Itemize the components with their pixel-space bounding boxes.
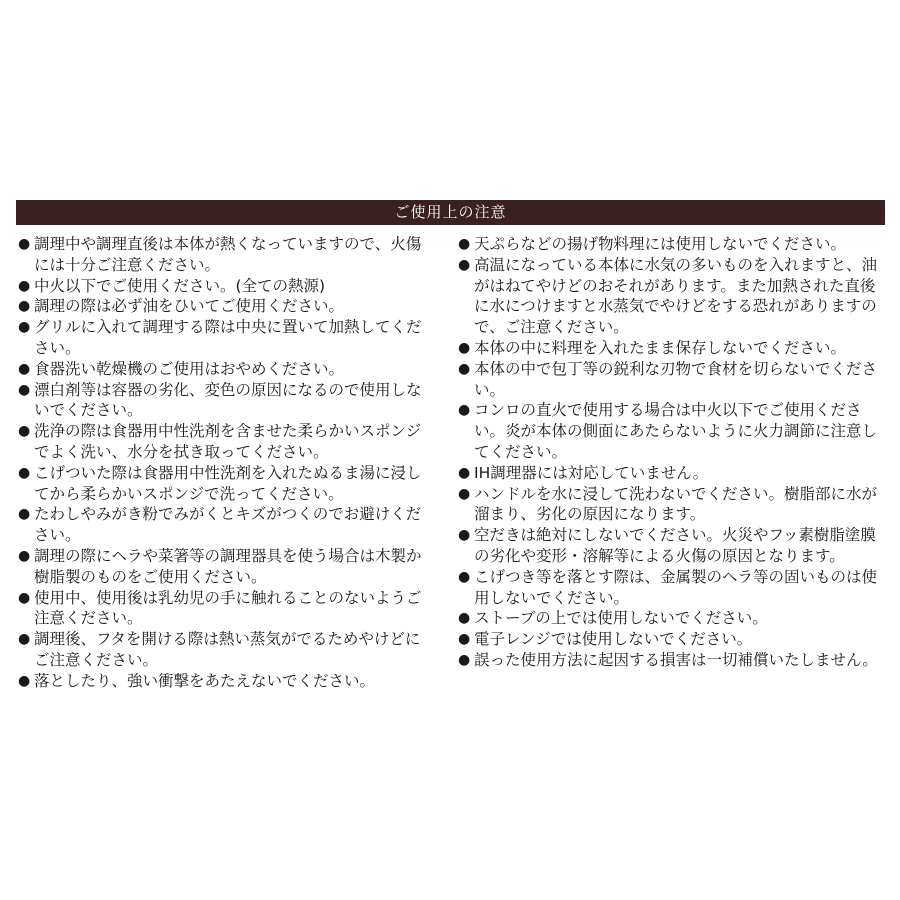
list-item bbox=[18, 629, 442, 671]
list-item bbox=[458, 650, 886, 671]
list-item bbox=[458, 234, 886, 255]
bullet-icon: ● bbox=[458, 568, 471, 585]
list-item bbox=[18, 296, 442, 317]
bullet-icon: ● bbox=[18, 506, 31, 523]
list-item bbox=[458, 359, 886, 401]
caution-text: 落としたり、強い衝撃をあたえないでください。 bbox=[34, 671, 376, 690]
bullet-icon: ● bbox=[458, 651, 471, 668]
caution-text: こげついた際は食器用中性洗剤を入れたぬるま湯に浸し てから柔らかいスポンジで洗ってください。 bbox=[34, 463, 422, 503]
list-item bbox=[458, 525, 886, 567]
caution-text: 本体の中で包丁等の鋭利な刃物で食材を切らないでくださ い。 bbox=[474, 359, 878, 399]
list-item bbox=[18, 671, 442, 692]
caution-text: 空だきは絶対にしないでください。火災やフッ素樹脂塗膜 の劣化や変形・溶解等による火傷の原因となります。 bbox=[474, 526, 876, 565]
caution-text: こげつき等を落とす際は、金属製のヘラ等の固いものは使 用しないでください。 bbox=[474, 567, 878, 607]
bullet-icon: ● bbox=[18, 589, 31, 606]
caution-text: 調理中や調理直後は本体が熱くなっていますので、火傷 には十分ご注意ください。 bbox=[34, 235, 422, 274]
caution-text: グリルに入れて調理する際は中央に置いて加熱してくだ さい。 bbox=[34, 318, 422, 357]
bullet-icon: ● bbox=[18, 319, 31, 336]
caution-text: たわしやみがき粉でみがくとキズがつくのでお避けくだ さい。 bbox=[34, 505, 422, 545]
caution-text: 誤った使用方法に起因する損害は一切補償いたしません。 bbox=[474, 650, 878, 669]
list-item bbox=[458, 629, 886, 650]
list-item bbox=[18, 276, 442, 297]
caution-text: 使用中、使用後は乳幼児の手に触れることのないようご 注意ください。 bbox=[34, 588, 422, 628]
list-item bbox=[458, 255, 886, 338]
caution-text: 中火以下でご使用ください。(全ての熱源) bbox=[34, 276, 326, 295]
caution-text: コンロの直火で使用する場合は中火以下でご使用くださ い。炎が本体の側面にあたらないように火力調節に注意し てください。 bbox=[474, 401, 878, 461]
caution-text: 高温になっている本体に水気の多いものを入れますと、油 がはねてやけどのおそれがあります。また加熱された直後 に水につけますと水蒸気でやけどをする恐れがありますの で、ご注意ください。 bbox=[474, 255, 878, 337]
cautions-list-left bbox=[18, 234, 442, 692]
list-item bbox=[458, 567, 886, 609]
list-item bbox=[18, 546, 442, 588]
caution-text: 天ぷらなどの揚げ物料理には使用しないでください。 bbox=[474, 235, 847, 253]
bullet-icon: ● bbox=[18, 236, 31, 252]
bullet-icon: ● bbox=[18, 672, 31, 689]
bullet-icon: ● bbox=[18, 631, 31, 648]
list-item bbox=[18, 463, 442, 505]
bullet-icon: ● bbox=[458, 402, 471, 419]
bullet-icon: ● bbox=[18, 547, 31, 564]
bullet-icon: ● bbox=[458, 631, 471, 648]
caution-text: 本体の中に料理を入れたまま保存しないでください。 bbox=[474, 338, 847, 357]
caution-text: 調理の際にヘラや菜箸等の調理器具を使う場合は木製か 樹脂製のものをご使用ください。 bbox=[34, 546, 422, 586]
cautions-list-right bbox=[458, 234, 886, 671]
caution-text: IH調理器には対応していません。 bbox=[474, 463, 709, 482]
caution-text: 電子レンジでは使用しないでください。 bbox=[474, 630, 753, 649]
list-item bbox=[18, 421, 442, 463]
caution-text: 調理の際は必ず油をひいてご使用ください。 bbox=[34, 297, 345, 316]
section-title: ご使用上の注意 bbox=[16, 200, 885, 225]
list-item bbox=[458, 484, 886, 526]
list-item bbox=[18, 588, 442, 630]
bullet-icon: ● bbox=[18, 423, 31, 440]
caution-text: ストーブの上では使用しないでください。 bbox=[474, 609, 768, 628]
bullet-icon: ● bbox=[458, 360, 471, 377]
bullet-icon: ● bbox=[18, 381, 31, 398]
bullet-icon: ● bbox=[458, 236, 471, 252]
list-item bbox=[18, 504, 442, 546]
list-item bbox=[18, 380, 442, 422]
list-item bbox=[458, 463, 886, 484]
bullet-icon: ● bbox=[18, 464, 31, 481]
caution-text: 洗浄の際は食器用中性洗剤を含ませた柔らかいスポンジ でよく洗い、水分を拭き取ってください。 bbox=[34, 422, 422, 461]
caution-text: 食器洗い乾燥機のご使用はおやめください。 bbox=[34, 359, 345, 378]
caution-text: 調理後、フタを開ける際は熱い蒸気がでるためやけどに ご注意ください。 bbox=[34, 630, 421, 669]
bullet-icon: ● bbox=[458, 610, 471, 627]
bullet-icon: ● bbox=[458, 339, 471, 356]
bullet-icon: ● bbox=[18, 298, 31, 315]
caution-text: 漂白剤等は容器の劣化、変色の原因になるので使用しな いでください。 bbox=[34, 380, 422, 420]
bullet-icon: ● bbox=[458, 485, 471, 502]
caution-text: ハンドルを水に浸して洗わないでください。樹脂部に水が 溜まり、劣化の原因になります。 bbox=[474, 484, 878, 524]
bullet-icon: ● bbox=[458, 256, 471, 273]
bullet-icon: ● bbox=[18, 360, 31, 377]
list-item bbox=[458, 608, 886, 629]
list-item bbox=[18, 317, 442, 359]
list-item bbox=[458, 400, 886, 462]
list-item bbox=[18, 234, 442, 276]
bullet-icon: ● bbox=[458, 527, 471, 544]
bullet-icon: ● bbox=[18, 277, 31, 294]
bullet-icon: ● bbox=[458, 464, 471, 481]
list-item bbox=[458, 338, 886, 359]
list-item bbox=[18, 359, 442, 380]
